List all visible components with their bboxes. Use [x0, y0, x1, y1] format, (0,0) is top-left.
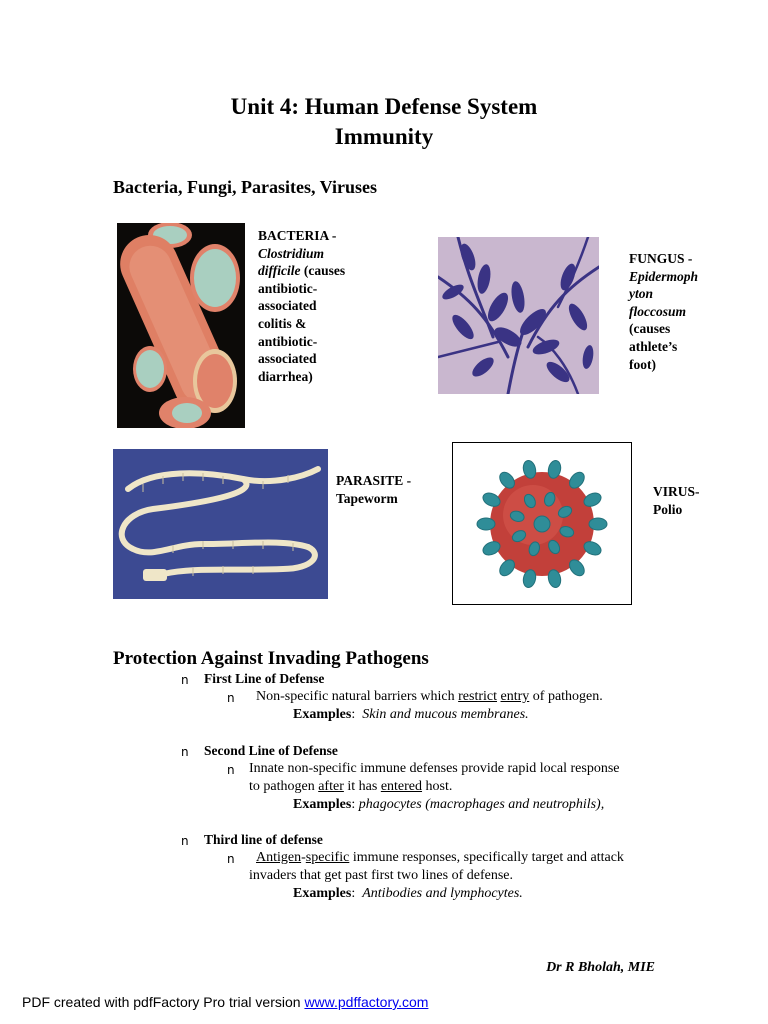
author-credit: Dr R Bholah, MIE [546, 960, 655, 975]
fungus-label: FUNGUS - [629, 251, 693, 266]
section-heading-protection: Protection Against Invading Pathogens [113, 648, 429, 669]
page-title: Unit 4: Human Defense System [230, 94, 538, 119]
second-defense-title: Second Line of Defense [204, 743, 338, 758]
bacteria-desc-line: antibiotic- [258, 333, 318, 349]
fungus-species: Epidermoph [629, 268, 699, 284]
bacteria-label: BACTERIA - [258, 228, 337, 243]
bullet-icon: n [181, 673, 189, 687]
second-defense-text-line1: Innate non-specific immune defenses provide rapid local response [249, 761, 620, 776]
third-defense-text-line2: invaders that get past first two lines of defense. [249, 868, 513, 883]
bacteria-caption [258, 227, 368, 385]
text-part: immune responses, specifically target and attack [349, 850, 624, 865]
colon: : [351, 797, 359, 812]
examples-label: Examples [293, 707, 352, 722]
text-underlined: after [318, 779, 344, 794]
text-part: of pathogen. [529, 689, 603, 704]
fungus-desc-line: (causes [629, 321, 671, 337]
section-heading-organisms: Bacteria, Fungi, Parasites, Viruses [113, 177, 377, 197]
text-part: Non-specific natural barriers which [256, 689, 459, 704]
bullet-icon: n [181, 745, 189, 759]
bacteria-desc-line: antibiotic- [258, 280, 318, 296]
text-part: - [301, 850, 306, 865]
virus-label: VIRUS- [653, 484, 700, 499]
text-part: to pathogen [249, 779, 319, 794]
first-defense-title: First Line of Defense [204, 671, 325, 686]
bullet-icon: n [227, 852, 235, 866]
examples-label: Examples [293, 797, 352, 812]
fungus-desc-line: athlete’s [629, 338, 678, 354]
parasite-image [113, 449, 328, 599]
examples-text: Skin and mucous membranes. [362, 707, 529, 722]
parasite-label: PARASITE - [336, 473, 412, 488]
third-defense-title: Third line of defense [204, 832, 323, 847]
text-part: host. [422, 779, 453, 794]
parasite-caption [336, 472, 436, 507]
fungus-species: floccosum [629, 303, 686, 319]
bacteria-species: Clostridium [258, 245, 325, 261]
bullet-icon: n [181, 834, 189, 848]
text-underlined: entry [500, 689, 530, 704]
bullet-icon: n [227, 691, 235, 705]
examples-text: phagocytes (macrophages and neutrophils), [358, 797, 605, 812]
bacteria-desc-line: associated [258, 298, 317, 314]
bacteria-desc-line: diarrhea) [258, 368, 313, 384]
parasite-name: Tapeworm [336, 490, 398, 506]
page-subtitle: Immunity [334, 124, 434, 149]
first-defense-text [256, 688, 603, 706]
virus-image [452, 442, 632, 605]
bacteria-species-cont: difficile [258, 263, 301, 279]
text-underlined: Antigen [256, 850, 302, 865]
fungus-species: yton [629, 286, 654, 302]
bacteria-desc-line: associated [258, 351, 317, 367]
text-underlined: entered [380, 779, 423, 794]
second-defense-text-line2 [249, 778, 452, 796]
footer-text: PDF created with pdfFactory Pro trial version [22, 994, 305, 1010]
colon: : [351, 707, 363, 722]
colon: : [351, 886, 363, 901]
virus-name: Polio [653, 501, 683, 517]
third-defense-examples [293, 885, 523, 903]
fungus-desc-line: foot) [629, 356, 656, 372]
fungus-image [438, 237, 599, 394]
text-underlined: specific [305, 850, 350, 865]
footer-link[interactable]: www.pdffactory.com [304, 994, 429, 1010]
bacteria-desc-line: colitis & [258, 315, 307, 331]
examples-label: Examples [293, 886, 352, 901]
fungus-caption [629, 250, 729, 373]
bacteria-desc-start: (causes [300, 263, 346, 279]
bacteria-image [117, 223, 245, 428]
second-defense-examples [293, 796, 604, 814]
first-defense-examples [293, 706, 529, 724]
third-defense-text-line1 [256, 849, 624, 867]
text-part: it has [343, 779, 381, 794]
examples-text: Antibodies and lymphocytes. [362, 886, 523, 901]
virus-caption [653, 483, 733, 518]
bullet-icon: n [227, 763, 235, 777]
pdf-footer [22, 994, 428, 1010]
text-underlined: restrict [458, 689, 498, 704]
